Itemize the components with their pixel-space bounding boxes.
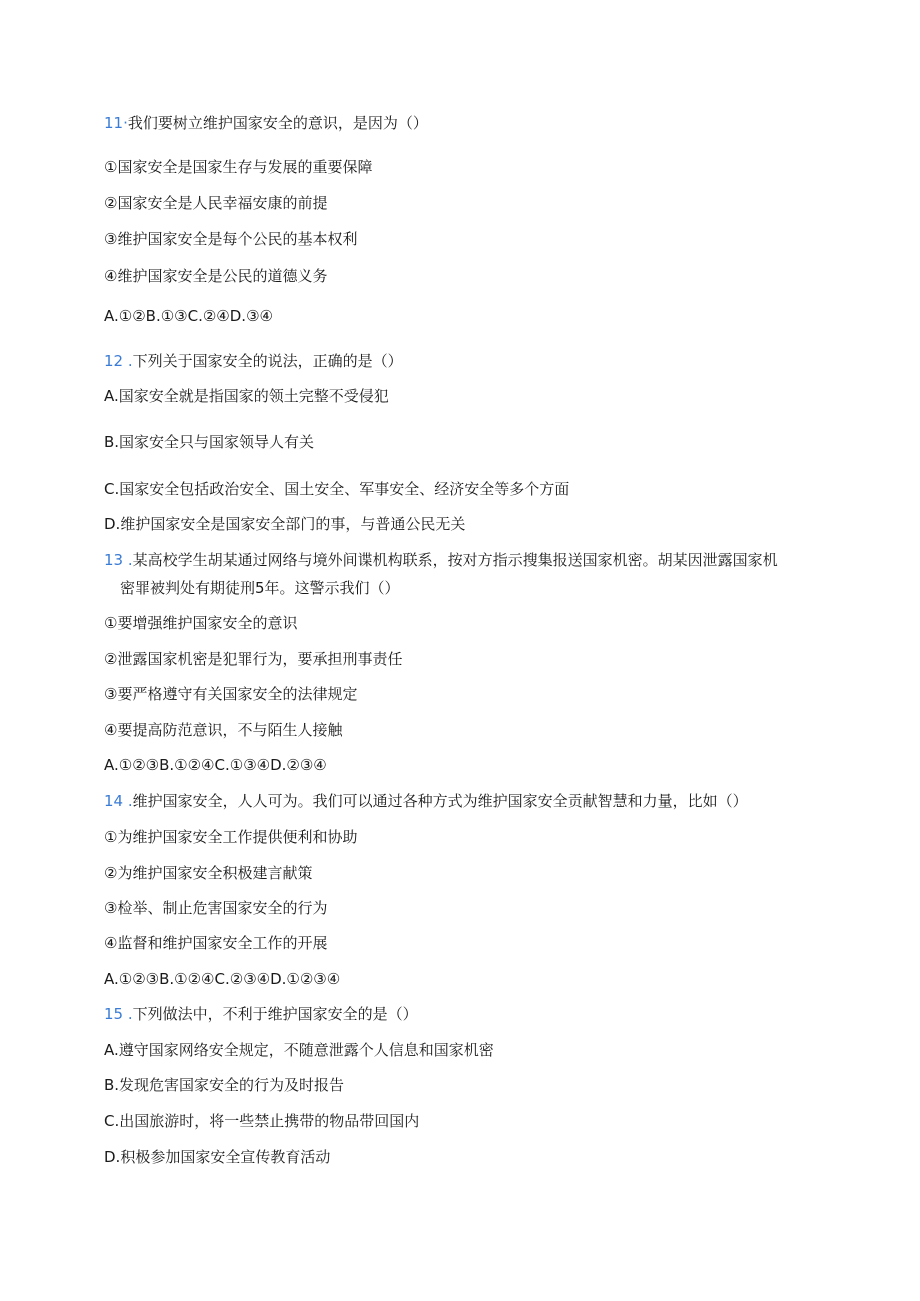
question-separator: . — [123, 551, 133, 569]
option-item: ①国家安全是国家生存与发展的重要保障 — [104, 158, 373, 176]
answer-option: A.国家安全就是指国家的领土完整不受侵犯 — [104, 387, 389, 405]
answer-option: D.维护国家安全是国家安全部门的事，与普通公民无关 — [104, 515, 466, 533]
option-item: ①要增强维护国家安全的意识 — [104, 614, 298, 632]
answer-option: B.国家安全只与国家领导人有关 — [104, 433, 315, 451]
question-separator: . — [123, 352, 133, 370]
option-item: ②国家安全是人民幸福安康的前提 — [104, 194, 328, 212]
question-text-continued: 密罪被判处有期徒刑5年。这警示我们（） — [120, 579, 400, 597]
answer-choices: A.①②③B.①②④C.①③④D.②③④ — [104, 756, 327, 774]
question-13-stem — [104, 550, 778, 570]
option-item: ③检举、制止危害国家安全的行为 — [104, 899, 328, 917]
answer-option: A.遵守国家网络安全规定，不随意泄露个人信息和国家机密 — [104, 1041, 494, 1059]
question-text: 下列做法中，不利于维护国家安全的是（） — [132, 1005, 418, 1023]
answer-choices: A.①②③B.①②④C.②③④D.①②③④ — [104, 970, 341, 988]
answer-option: C.国家安全包括政治安全、国土安全、军事安全、经济安全等多个方面 — [104, 480, 570, 498]
question-text: 某高校学生胡某通过网络与境外间谍机构联系，按对方指示搜集报送国家机密。胡某因泄露国家机 — [132, 551, 778, 569]
question-number: 14 — [104, 792, 124, 810]
question-15-stem — [104, 1004, 418, 1024]
option-item: ②泄露国家机密是犯罪行为，要承担刑事责任 — [104, 650, 403, 668]
question-number: 13 — [104, 551, 124, 569]
option-item: ③要严格遵守有关国家安全的法律规定 — [104, 685, 358, 703]
answer-option: B.发现危害国家安全的行为及时报告 — [104, 1076, 345, 1094]
question-text: 下列关于国家安全的说法，正确的是（） — [132, 352, 403, 370]
question-number: 15 — [104, 1005, 124, 1023]
question-separator: · — [123, 114, 128, 132]
answer-choices: A.①②B.①③C.②④D.③④ — [104, 307, 273, 325]
question-12-stem — [104, 351, 403, 371]
option-item: ①为维护国家安全工作提供便利和协助 — [104, 828, 358, 846]
option-item: ②为维护国家安全积极建言献策 — [104, 864, 313, 882]
question-separator: . — [123, 1005, 133, 1023]
option-item: ④要提高防范意识，不与陌生人接触 — [104, 721, 343, 739]
question-number: 12 — [104, 352, 124, 370]
option-item: ④监督和维护国家安全工作的开展 — [104, 934, 328, 952]
question-separator: . — [123, 792, 133, 810]
option-item: ③维护国家安全是每个公民的基本权利 — [104, 230, 358, 248]
question-number: 11 — [104, 114, 124, 132]
question-14-stem — [104, 791, 748, 811]
question-text: 我们要树立维护国家安全的意识，是因为（） — [127, 114, 428, 132]
answer-option: C.出国旅游时，将一些禁止携带的物品带回国内 — [104, 1112, 420, 1130]
answer-option: D.积极参加国家安全宣传教育活动 — [104, 1148, 331, 1166]
question-text: 维护国家安全，人人可为。我们可以通过各种方式为维护国家安全贡献智慧和力量，比如（） — [132, 792, 748, 810]
question-11-stem — [104, 113, 428, 133]
option-item: ④维护国家安全是公民的道德义务 — [104, 267, 328, 285]
